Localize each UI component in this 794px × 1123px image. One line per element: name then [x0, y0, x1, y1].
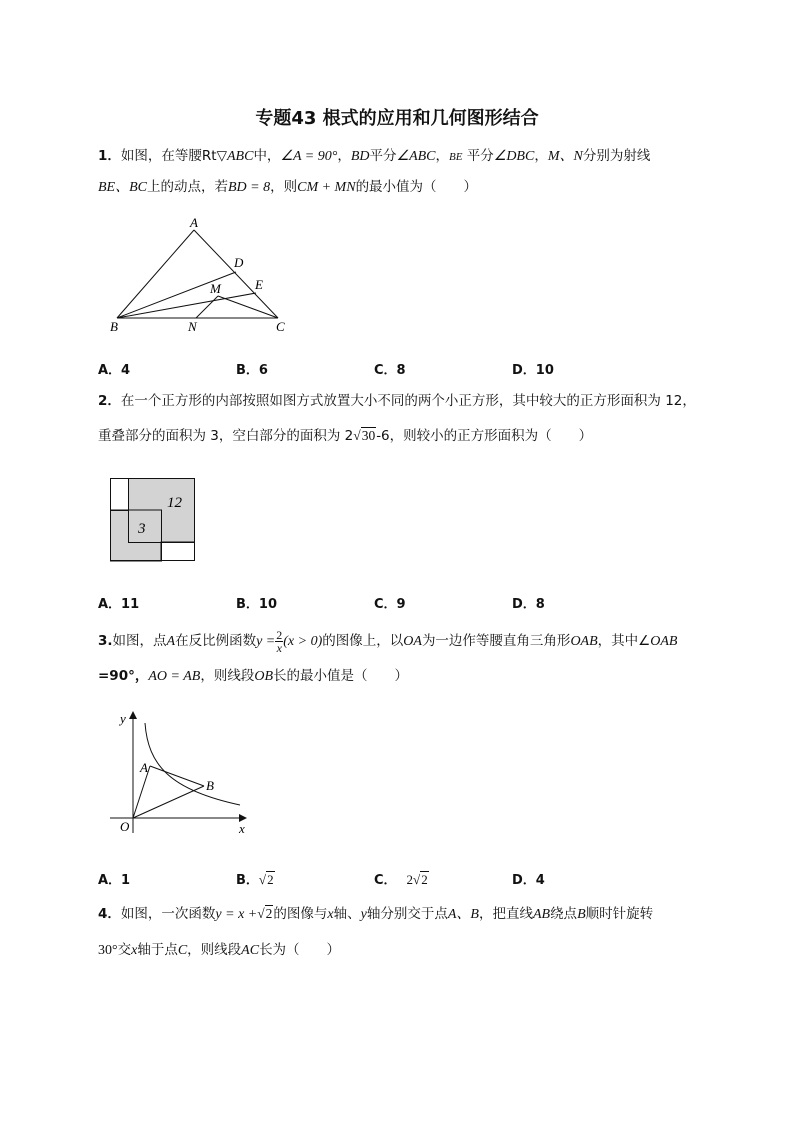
- q1-option-c[interactable]: C．8: [374, 363, 406, 378]
- q3-math: OB: [254, 669, 273, 684]
- q1-text: ，则: [270, 179, 298, 195]
- q1-math: ABC: [226, 149, 254, 164]
- q2-number: 2．: [98, 393, 121, 409]
- q4-text: 轴分别交于点: [366, 906, 448, 922]
- q4-line1: [98, 904, 653, 925]
- q1-triangle-figure: [100, 215, 300, 340]
- q1-line2: [98, 177, 477, 198]
- q1-text: 上的动点，若: [147, 179, 228, 195]
- sqrt-30: √30: [353, 428, 376, 443]
- label-o: O: [120, 819, 130, 834]
- q4-line2: [98, 940, 340, 961]
- q1-math: BD: [350, 149, 370, 164]
- q3-text: 在反比例函数: [175, 633, 257, 649]
- segment-be: [117, 293, 256, 318]
- segment-ab: [150, 766, 204, 786]
- q3-line2: [98, 666, 408, 687]
- q1-text: 平分: [462, 148, 494, 164]
- q3-option-b[interactable]: B．√2: [236, 872, 274, 888]
- sqrt-2: √2: [257, 906, 273, 921]
- q1-math: M、N: [547, 149, 583, 164]
- label-y: y: [120, 711, 126, 726]
- q1-text: ，: [534, 148, 548, 164]
- q3-text: 为一边作等腰直角三角形: [421, 633, 571, 649]
- q4-text: 的图像与: [273, 906, 328, 922]
- q1-math: BD = 8: [228, 180, 271, 195]
- q4-math: B: [577, 907, 586, 922]
- label-c: C: [276, 319, 285, 334]
- blank-top-left: [111, 479, 129, 511]
- q1-math: ∠DBC: [493, 149, 535, 164]
- q2-text: 重叠部分的面积为 3，空白部分的面积为 2: [98, 428, 354, 444]
- q4-text: 轴于点: [137, 942, 178, 958]
- q4-math: y = x +: [215, 907, 258, 922]
- q3-text: ，其中∠: [597, 633, 651, 649]
- q1-number: 1．: [98, 148, 121, 164]
- q3-line1: [98, 627, 677, 656]
- q4-math: AB: [532, 907, 551, 922]
- q4-text: 如图，一次函数: [120, 906, 216, 922]
- q4-number: 4．: [98, 906, 121, 922]
- q1-math: CM + MN: [297, 180, 356, 195]
- q2-line1: [98, 391, 696, 411]
- q1-text: 中，: [253, 148, 281, 164]
- q3-text: 长的最小值是（ ）: [273, 668, 408, 684]
- q1-text: 如图，在等腰Rt: [120, 148, 217, 164]
- q1-option-b[interactable]: B．6: [236, 363, 268, 378]
- label-area-3: 3: [138, 521, 146, 537]
- edge-ac: [194, 230, 278, 318]
- triangle-symbol: ▽: [216, 148, 227, 164]
- label-d: D: [234, 255, 244, 270]
- label-a: A: [190, 215, 198, 230]
- q3-number: 3.: [98, 633, 113, 649]
- label-e: E: [255, 277, 263, 292]
- q3-math: (x > 0): [283, 634, 323, 649]
- segment-mn: [196, 296, 218, 318]
- q1-text: 分别为射线: [582, 148, 651, 164]
- label-m: M: [210, 281, 221, 296]
- q4-math: y: [360, 907, 367, 922]
- segment-ob: [133, 786, 204, 818]
- q4-math: x: [327, 907, 334, 922]
- edge-ba: [117, 230, 194, 318]
- q2-text: 在一个正方形的内部按照如图方式放置大小不同的两个小正方形，其中较大的正方形面积为 12，: [120, 393, 696, 409]
- q1-math: ∠ABC: [396, 149, 436, 164]
- two-sqrt-2: 2√2: [406, 872, 428, 887]
- label-b: B: [110, 319, 118, 334]
- q1-math: ∠A = 90°: [280, 149, 338, 164]
- q4-math: C: [177, 943, 188, 958]
- q2-option-b[interactable]: B．10: [236, 597, 277, 612]
- segment-mc: [218, 296, 278, 318]
- q4-text: ，把直线: [478, 906, 533, 922]
- q4-text: 轴、: [333, 906, 361, 922]
- q1-text: ，: [435, 148, 450, 164]
- sqrt-2: √2: [258, 872, 274, 887]
- q3-option-c[interactable]: C． 2√2: [374, 872, 428, 888]
- q4-math: A、B: [447, 907, 479, 922]
- q1-text: 的最小值为（ ）: [355, 179, 478, 195]
- q3-text: =90°，: [98, 668, 149, 684]
- q4-math: x: [131, 943, 138, 958]
- label-b: B: [206, 778, 214, 793]
- q1-option-a[interactable]: A．4: [98, 363, 131, 378]
- q3-math: OAB: [650, 634, 678, 649]
- q2-option-c[interactable]: C．9: [374, 597, 406, 612]
- q2-squares-figure: [110, 478, 198, 564]
- q4-text: 绕点: [550, 906, 578, 922]
- q3-math: OA: [403, 634, 422, 649]
- q3-math: OAB: [570, 634, 598, 649]
- q2-text: -6，则较小的正方形面积为（ ）: [376, 428, 593, 444]
- q4-math: 30°: [98, 943, 118, 958]
- q4-math: AC: [241, 943, 260, 958]
- q1-line1: [98, 146, 650, 167]
- q4-text: ，则线段: [187, 942, 242, 958]
- q2-line2: [98, 426, 592, 446]
- q1-text: 平分: [369, 148, 397, 164]
- q2-option-d[interactable]: D．8: [512, 597, 545, 612]
- q4-text: 顺时针旋转: [585, 906, 654, 922]
- q1-math: BE、BC: [98, 180, 147, 195]
- q3-math: y =: [256, 634, 276, 649]
- label-x: x: [239, 821, 245, 836]
- q3-text: ，则线段: [200, 668, 255, 684]
- q4-text: 交: [117, 942, 132, 958]
- fraction-2-over-x: $\frac{2}{x}$: [276, 627, 283, 655]
- q3-graph-figure: [100, 705, 260, 840]
- blank-bottom-right: [161, 542, 195, 561]
- q3-text: 如图，点: [112, 633, 167, 649]
- q1-text: ，: [337, 148, 351, 164]
- q1-option-d[interactable]: D．10: [512, 363, 554, 378]
- q1-math: BE: [449, 151, 463, 163]
- hyperbola-curve: [145, 723, 240, 805]
- q4-text: 长为（ ）: [259, 942, 341, 958]
- q2-option-a[interactable]: A．11: [98, 597, 140, 612]
- q3-option-d[interactable]: D．4: [512, 873, 545, 888]
- q3-option-a[interactable]: A．1: [98, 873, 131, 888]
- label-n: N: [188, 319, 197, 334]
- q3-math: A: [166, 634, 176, 649]
- q3-text: 的图像上，以: [322, 633, 404, 649]
- page-title: 专题43 根式的应用和几何图形结合: [255, 108, 539, 129]
- label-a: A: [140, 760, 148, 775]
- q3-math: AO = AB: [148, 669, 201, 684]
- label-area-12: 12: [167, 495, 182, 511]
